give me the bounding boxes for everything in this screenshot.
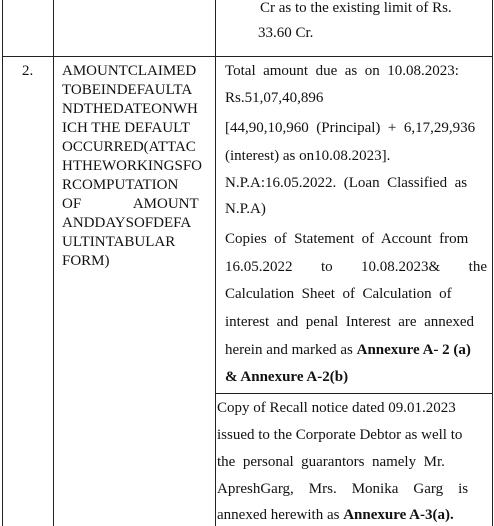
particulars-line: ANDDAYSOFDEFA [62, 215, 192, 231]
annexure-a2a: Annexure A- 2 (a) [356, 342, 471, 358]
total-amount-value: Rs.51,07,40,896 [225, 90, 324, 106]
table-border-left [2, 0, 3, 526]
particulars-line: ULTINTABULAR [62, 234, 176, 250]
copies-line: Copies of Statement of Account from [225, 231, 469, 247]
date-from: 16.05.2022 [225, 259, 293, 275]
particulars-line: FORM) [62, 253, 110, 269]
particulars-line: OF AMOUNT [62, 196, 199, 212]
word-the: the [468, 259, 487, 275]
npa-line: N.P.A:16.05.2022. (Loan Classified as [225, 175, 468, 191]
particulars-line: AMOUNTCLAIMED [62, 63, 197, 79]
particulars-line: TOBEINDEFAULTA [62, 82, 193, 98]
row-divider [2, 56, 493, 57]
annexure-intro: annexed herewith as [217, 507, 344, 523]
breakup-line: (interest) as on10.08.2023]. [225, 148, 391, 164]
particulars-line: HTHEWORKINGSFO [62, 158, 202, 174]
npa-line: N.P.A) [225, 201, 266, 217]
annexure-intro: herein and marked as [225, 342, 357, 358]
copies-line: Calculation Sheet of Calculation of [225, 286, 452, 302]
particulars-line: OCCURRED(ATTAC [62, 139, 196, 155]
annexure-a2b: & Annexure A-2(b) [225, 369, 349, 385]
table-border-right [492, 0, 493, 526]
particulars-line: RCOMPUTATION [62, 177, 179, 193]
recall-line: Copy of Recall notice dated 09.01.2023 [217, 400, 456, 416]
particulars-line: NDTHEDATEONWH [62, 101, 198, 117]
word-to: to [320, 259, 333, 275]
serial-number: 2. [22, 63, 34, 79]
recall-line: issued to the Corporate Debtor as well to [217, 427, 463, 443]
recall-line [217, 504, 454, 526]
recall-line: ApreshGarg, Mrs. Monika Garg is [217, 481, 469, 497]
copies-line [225, 339, 487, 361]
column-divider-2 [215, 0, 216, 526]
recall-line: the personal guarantors namely Mr. [217, 454, 445, 470]
copies-line: interest and penal Interest are annexed [225, 314, 475, 330]
breakup-line: [44,90,10,960 (Principal) + 6,17,29,936 [225, 120, 476, 136]
total-amount-line: Total amount due as on 10.08.2023: [225, 63, 459, 79]
sub-row-divider [215, 393, 493, 394]
copies-line [225, 256, 487, 278]
particulars-line: ICH THE DEFAULT [62, 120, 191, 136]
top-row-line-1: Cr as to the existing limit of Rs. [260, 0, 452, 16]
date-to: 10.08.2023& [361, 259, 441, 275]
top-row-line-2: 33.60 Cr. [258, 25, 314, 41]
annexure-a3a: Annexure A-3(a). [343, 507, 454, 523]
